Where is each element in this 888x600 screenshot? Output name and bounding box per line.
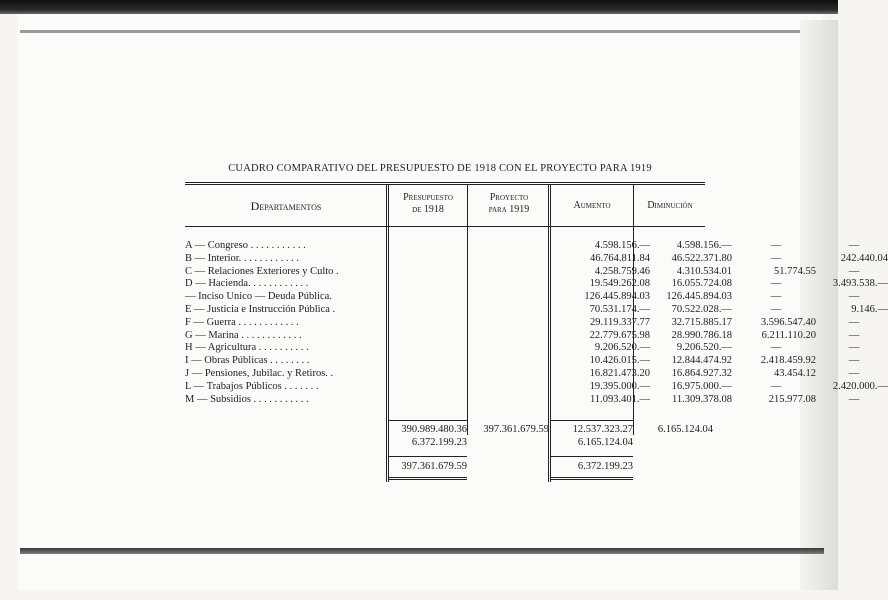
proyecto-cell: 11.309.378.08 [672,393,732,405]
proyecto-cell: 9.206.520.— [676,342,732,354]
proyecto-cell: 16.055.724.08 [671,278,732,290]
double-rule [551,477,633,480]
page-bottom-rule [20,548,824,554]
header-presupuesto [389,192,467,216]
table-top-rule [185,182,705,185]
aumento-cell: 215.977.08 [768,393,816,405]
dept-cell: F — Guerra . . . . . . . . . . . . [185,316,299,328]
aumento-cell: 2.418.459.92 [760,355,816,367]
aumento-cell: — [770,304,782,315]
aumento-cell: — [770,380,782,392]
header-aumento: Aumento [573,200,611,211]
double-rule [389,477,467,480]
diminucion-cell: — [848,393,860,405]
scan-top-edge [0,0,838,14]
proyecto-cell: 126.445.894.03 [666,291,732,303]
diminucion-cell: — [848,240,860,251]
sum-rule [551,456,633,457]
proyecto-cell: 46.522.371.80 [671,252,732,264]
dept-cell: E — Justicia e Instrucción Pública . [185,304,336,315]
aumento-cell: — [770,278,782,290]
aumento-cell: — [770,342,782,354]
diminucion-cell: 3.493.538.— [832,278,888,290]
presupuesto-cell: 22.779.675.98 [589,329,650,341]
proyecto-cell: 28.990.786.18 [671,329,732,341]
total-aumento-sum: 12.537.323.27 [572,424,633,435]
proyecto-cell: 12.844.474.92 [671,355,732,367]
presupuesto-cell: 29.119.337.77 [590,316,650,328]
presupuesto-addition: 6.372.199.23 [411,437,467,448]
aumento-subtraction: 6.165.124.04 [577,437,633,448]
diminucion-cell: 9.146.— [851,304,888,315]
dept-cell: L — Trabajos Públicos . . . . . . . [185,380,319,392]
dept-cell: C — Relaciones Exteriores y Culto . [185,265,339,277]
presupuesto-cell: 10.426.015.— [589,355,650,367]
dept-cell: D — Hacienda. . . . . . . . . . . . [185,278,309,290]
presupuesto-cell: 19.549.262.08 [589,278,650,290]
proyecto-cell: 70.522.028.— [671,304,732,315]
diminucion-cell: — [848,316,860,328]
table-title: CUADRO COMPARATIVO DEL PRESUPUESTO DE 1918 CON EL PROYECTO PARA 1919 [228,163,652,174]
grand-total-presupuesto: 397.361.679.59 [401,461,467,472]
sum-rule [551,420,633,421]
presupuesto-cell: 19.395.000.— [589,380,650,392]
dept-cell: A — Congreso . . . . . . . . . . . [185,240,306,251]
net-aumento: 6.372.199.23 [577,461,633,472]
total-presupuesto-sum: 390.989.480.36 [401,424,467,435]
diminucion-cell: — [848,368,860,379]
aumento-cell: 43.454.12 [774,368,816,379]
dept-cell: I — Obras Públicas . . . . . . . . [185,355,310,367]
dept-cell: B — Interior. . . . . . . . . . . . [185,252,300,264]
presupuesto-cell: 9.206.520.— [594,342,650,354]
presupuesto-cell: 4.258.759.46 [594,265,650,277]
diminucion-cell: — [848,265,860,277]
diminucion-cell: — [848,329,860,341]
header-proyecto-line2: para 1919 [488,204,530,215]
sum-rule [389,420,467,421]
table-header-rule [185,226,705,227]
proyecto-cell: 32.715.885.17 [671,316,732,328]
proyecto-cell: 4.310.534.01 [676,265,732,277]
diminucion-cell: — [848,355,860,367]
aumento-cell: — [770,252,782,264]
presupuesto-cell: 16.821.473.20 [589,368,650,379]
presupuesto-cell: 11.093.401.— [590,393,650,405]
total-diminucion: 6.165.124.04 [657,424,713,435]
presupuesto-cell: 46.764.811.84 [590,252,650,264]
dept-cell: M — Subsidios . . . . . . . . . . . [185,393,309,405]
dept-cell: — Inciso Unico — Deuda Pública. [185,291,332,303]
header-proyecto-line1: Proyecto [489,192,529,203]
presupuesto-cell: 70.531.174.— [589,304,650,315]
diminucion-cell: 2.420.000.— [832,380,888,392]
presupuesto-cell: 4.598.156.— [594,240,650,251]
aumento-cell: 3.596.547.40 [760,316,816,328]
header-departamentos: Departamentos [250,199,322,213]
diminucion-cell: — [848,291,860,303]
page-top-rule [20,30,810,33]
dept-cell: H — Agricultura . . . . . . . . . . [185,342,309,354]
dept-cell: G — Marina . . . . . . . . . . . . [185,329,302,341]
header-presupuesto-line1: Presupuesto [403,192,453,203]
diminucion-cell: 242.440.04 [840,252,888,264]
aumento-cell: 51.774.55 [774,265,816,277]
proyecto-cell: 16.864.927.32 [671,368,732,379]
aumento-cell: 6.211.110.20 [761,329,816,341]
sum-rule [389,456,467,457]
presupuesto-cell: 126.445.894.03 [584,291,650,303]
header-presupuesto-line2: de 1918 [412,204,444,215]
aumento-cell: — [770,291,782,303]
proyecto-cell: 4.598.156.— [676,240,732,251]
total-proyecto: 397.361.679.59 [483,424,549,435]
dept-cell: J — Pensiones, Jubilac. y Retiros. . [185,368,334,379]
header-diminucion: Diminución [647,200,693,211]
proyecto-cell: 16.975.000.— [671,380,732,392]
diminucion-cell: — [848,342,860,354]
aumento-cell: — [770,240,782,251]
table-row [185,393,860,407]
header-proyecto [469,192,549,216]
